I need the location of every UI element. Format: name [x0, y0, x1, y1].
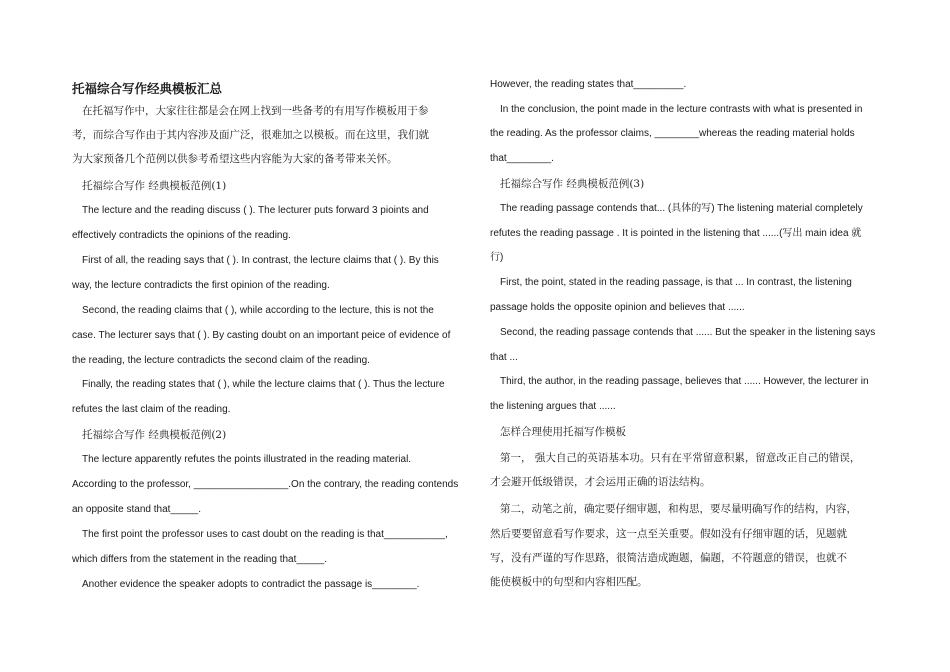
- example2-p1-line-1: The lecture apparently refutes the points illustrated in the reading material.: [82, 454, 412, 465]
- example1-p4-line-2: refutes the last claim of the reading.: [72, 404, 231, 415]
- example3-heading: 托福综合写作 经典模板范例(3): [500, 178, 645, 190]
- example1-p2-line-1: First of all, the reading says that ( ). In contrast, the lecture claims that ( ). By this: [82, 255, 439, 266]
- intro-line-2: 考，而综合写作由于其内容涉及面广泛，很难加之以模板。而在这里，我们就: [72, 129, 429, 141]
- example3-p3-line-2: that ...: [490, 352, 518, 363]
- example1-p1-line-1: The lecture and the reading discuss ( ). The lecturer puts forward 3 pioints and: [82, 205, 429, 216]
- example1-p3-line-2: case. The lecturer says that ( ). By casting doubt on an important peice of evidence of: [72, 330, 451, 341]
- howto-p2-line-1: 第二，动笔之前，确定要仔细审题，和构思，要尽量明确写作的结构，内容，: [500, 503, 857, 515]
- right-p2-line-2: the reading. As the professor claims, ________whereas the reading material holds: [490, 128, 855, 139]
- example2-heading: 托福综合写作 经典模板范例(2): [82, 429, 227, 441]
- howto-p2-line-3: 写，没有严谨的写作思路，很简洁造成跑题，偏题，不符题意的错误，也就不: [490, 552, 847, 564]
- right-p1-line-1: However, the reading states that_________.: [490, 79, 687, 90]
- example2-p2-line-1: The first point the professor uses to cast doubt on the reading is that___________,: [82, 529, 448, 540]
- example2-p1-line-2: According to the professor, _________________.On the contrary, the reading contends: [72, 479, 459, 490]
- howto-p1-line-1: 第一， 强大自己的英语基本功。只有在平常留意积累，留意改正自己的错误，: [500, 452, 861, 464]
- document-title: 托福综合写作经典模板汇总: [72, 81, 223, 96]
- example1-p3-line-3: the reading, the lecture contradicts the second claim of the reading.: [72, 355, 370, 366]
- right-p2-line-1: In the conclusion, the point made in the lecture contrasts with what is presented in: [500, 104, 863, 115]
- howto-p2-line-4: 能使模板中的句型和内容相匹配。: [490, 576, 648, 588]
- example3-p1-line-2: refutes the reading passage . It is pointed in the listening that ......(写出 main idea 就: [490, 228, 862, 239]
- example2-p1-line-3: an opposite stand that_____.: [72, 504, 201, 515]
- example1-p1-line-2: effectively contradicts the opinions of the reading.: [72, 230, 291, 241]
- example2-p2-line-2: which differs from the statement in the reading that_____.: [72, 554, 327, 565]
- howto-heading: 怎样合理使用托福写作模板: [500, 426, 626, 438]
- example1-p3-line-1: Second, the reading claims that ( ), while according to the lecture, this is not the: [82, 305, 434, 316]
- example3-p3-line-1: Second, the reading passage contends that ...... But the speaker in the listening says: [500, 327, 876, 338]
- intro-line-3: 为大家预备几个范例以供参考希望这些内容能为大家的备考带来关怀。: [72, 153, 398, 165]
- example1-p4-line-1: Finally, the reading states that ( ), while the lecture claims that ( ). Thus the lecture: [82, 379, 445, 390]
- example1-p2-line-2: way, the lecture contradicts the first opinion of the reading.: [72, 280, 330, 291]
- example3-p1-line-1: The reading passage contends that... (具体的写) The listening material completely: [500, 203, 863, 214]
- intro-line-1: 在托福写作中，大家往往都是会在网上找到一些备考的有用写作模板用于参: [82, 105, 429, 117]
- example3-p1-line-3: 行): [490, 252, 504, 263]
- example3-p4-line-1: Third, the author, in the reading passage, believes that ...... However, the lecturer in: [500, 376, 869, 387]
- example3-p2-line-2: passage holds the opposite opinion and believes that ......: [490, 302, 745, 313]
- example3-p4-line-2: the listening argues that ......: [490, 401, 616, 412]
- example2-p3-line-1: Another evidence the speaker adopts to contradict the passage is________.: [82, 579, 420, 590]
- howto-p2-line-2: 然后要要留意看写作要求，这一点至关重要。假如没有仔细审题的话，见题就: [490, 528, 847, 540]
- right-p2-line-3: that________.: [490, 153, 554, 164]
- example1-heading: 托福综合写作 经典模板范例(1): [82, 180, 227, 192]
- example3-p2-line-1: First, the point, stated in the reading passage, is that ... In contrast, the listening: [500, 277, 852, 288]
- howto-p1-line-2: 才会避开低级错误，才会运用正确的语法结构。: [490, 476, 711, 488]
